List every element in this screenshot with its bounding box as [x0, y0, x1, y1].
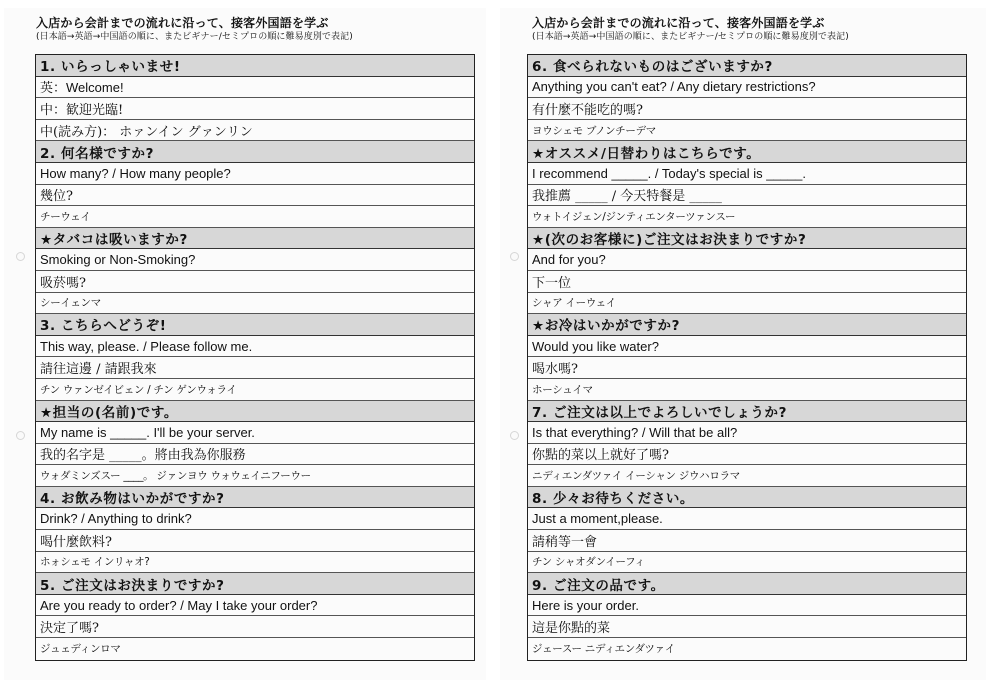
english-line: And for you?	[528, 249, 966, 271]
chinese-line: 有什麼不能吃的嗎?	[528, 98, 966, 120]
phrase-section	[36, 228, 474, 314]
chinese-line: 喝水嗎?	[528, 357, 966, 379]
punch-hole	[16, 431, 25, 440]
chinese-line: 中：歓迎光臨!	[36, 98, 474, 120]
section-heading: 9. ご注文の品です。	[528, 573, 966, 595]
reading-line: ウォトイジェン/ジンティエンターツァンスー	[528, 206, 966, 228]
section-heading: ★お冷はいかがですか?	[528, 314, 966, 336]
reading-line: ホーシュイマ	[528, 379, 966, 401]
english-line: This way, please. / Please follow me.	[36, 336, 474, 358]
english-line: Drink? / Anything to drink?	[36, 508, 474, 530]
english-line: Here is your order.	[528, 595, 966, 617]
reading-line: チーウェイ	[36, 206, 474, 228]
english-line: My name is _____. I'll be your server.	[36, 422, 474, 444]
english-line: Is that everything? / Will that be all?	[528, 422, 966, 444]
phrase-section	[36, 141, 474, 227]
punch-hole	[16, 252, 25, 261]
chinese-line: 決定了嗎?	[36, 616, 474, 638]
punch-hole	[510, 431, 519, 440]
section-heading: 5. ご注文はお決まりですか?	[36, 573, 474, 595]
reading-line: ジュェディンロマ	[40, 643, 121, 656]
chinese-line: 中(読み方)： ホァンイン グァンリン	[36, 120, 474, 142]
chinese-line: 下一位	[528, 271, 966, 293]
section-heading: ★(次のお客様に)ご注文はお決まりですか?	[528, 228, 966, 250]
right-page	[500, 8, 986, 680]
section-heading: 3. こちらへどうぞ!	[36, 314, 474, 336]
chinese-line: 喝什麼飲料?	[36, 530, 474, 552]
phrase-section	[528, 401, 966, 487]
section-heading: 6. 食べられないものはございますか?	[528, 55, 966, 77]
reading-line: チン ウァンゼイビェン / チン ゲンウォライ	[36, 379, 474, 401]
reading-line: ホォシェモ インリャオ?	[36, 552, 474, 574]
chinese-line: 我推薦 _____ / 今天特餐是 _____	[528, 185, 966, 207]
phrase-table	[35, 54, 475, 661]
reading-line: シャア イーウェイ	[528, 293, 966, 315]
phrase-section	[36, 314, 474, 400]
english-line: Smoking or Non-Smoking?	[36, 249, 474, 271]
english-line: I recommend _____. / Today's special is _____.	[528, 163, 966, 185]
reading-line: ニディエンダツァイ イーシャン ジウハロラマ	[528, 465, 966, 487]
phrase-section	[528, 55, 966, 141]
english-line: 英：Welcome!	[36, 77, 474, 99]
chinese-line: 這是你點的菜	[528, 616, 966, 638]
section-heading: 2. 何名様ですか?	[36, 141, 474, 163]
phrase-section	[36, 55, 474, 141]
page-title: 入店から会計までの流れに沿って、接客外国語を学ぶ	[532, 16, 825, 30]
punch-hole	[510, 252, 519, 261]
phrase-table	[527, 54, 967, 661]
phrase-section	[528, 314, 966, 400]
chinese-line: 幾位?	[36, 185, 474, 207]
phrase-section	[528, 487, 966, 573]
left-page	[4, 8, 486, 680]
section-heading: ★オススメ/日替わりはこちらです。	[528, 141, 966, 163]
section-heading: 4. お飲み物はいかがですか?	[36, 487, 474, 509]
reading-line: ウォダミンズスー ____。 ジァンヨウ ウォウェイニフーウー	[36, 465, 474, 487]
english-line: Are you ready to order? / May I take your order?	[36, 595, 474, 617]
reading-line: チン シャオダンイーフィ	[528, 552, 966, 574]
english-line: Just a moment,please.	[528, 508, 966, 530]
chinese-line: 吸菸嗎?	[36, 271, 474, 293]
section-heading: ★タバコは吸いますか?	[36, 228, 474, 250]
section-heading: 7. ご注文は以上でよろしいでしょうか?	[528, 401, 966, 423]
page-subtitle: (日本語→英語→中国語の順に、またビギナー/セミプロの順に難易度別で表記)	[36, 32, 353, 42]
section-heading: ★担当の(名前)です。	[36, 401, 474, 423]
reading-line: ジェースー ニディエンダツァイ	[532, 643, 675, 656]
phrase-section	[36, 573, 474, 659]
section-heading: 8. 少々お待ちください。	[528, 487, 966, 509]
page-title: 入店から会計までの流れに沿って、接客外国語を学ぶ	[36, 16, 329, 30]
page-subtitle: (日本語→英語→中国語の順に、またビギナー/セミプロの順に難易度別で表記)	[532, 32, 849, 42]
phrase-section	[528, 228, 966, 314]
chinese-line: 請稍等一會	[528, 530, 966, 552]
phrase-section	[528, 573, 966, 659]
phrase-section	[36, 401, 474, 487]
english-line: Anything you can't eat? / Any dietary restrictions?	[528, 77, 966, 99]
english-line: How many? / How many people?	[36, 163, 474, 185]
chinese-line: 請往這邊 / 請跟我來	[36, 357, 474, 379]
section-heading: 1. いらっしゃいませ!	[36, 55, 474, 77]
english-line: Would you like water?	[528, 336, 966, 358]
chinese-line: 你點的菜以上就好了嗎?	[528, 444, 966, 466]
reading-line: シーイェンマ	[36, 293, 474, 315]
chinese-line: 我的名字是 _____。將由我為你服務	[36, 444, 474, 466]
phrase-section	[528, 141, 966, 227]
phrase-section	[36, 487, 474, 573]
reading-line: ヨウシェモ ブノンチーデマ	[528, 120, 966, 142]
